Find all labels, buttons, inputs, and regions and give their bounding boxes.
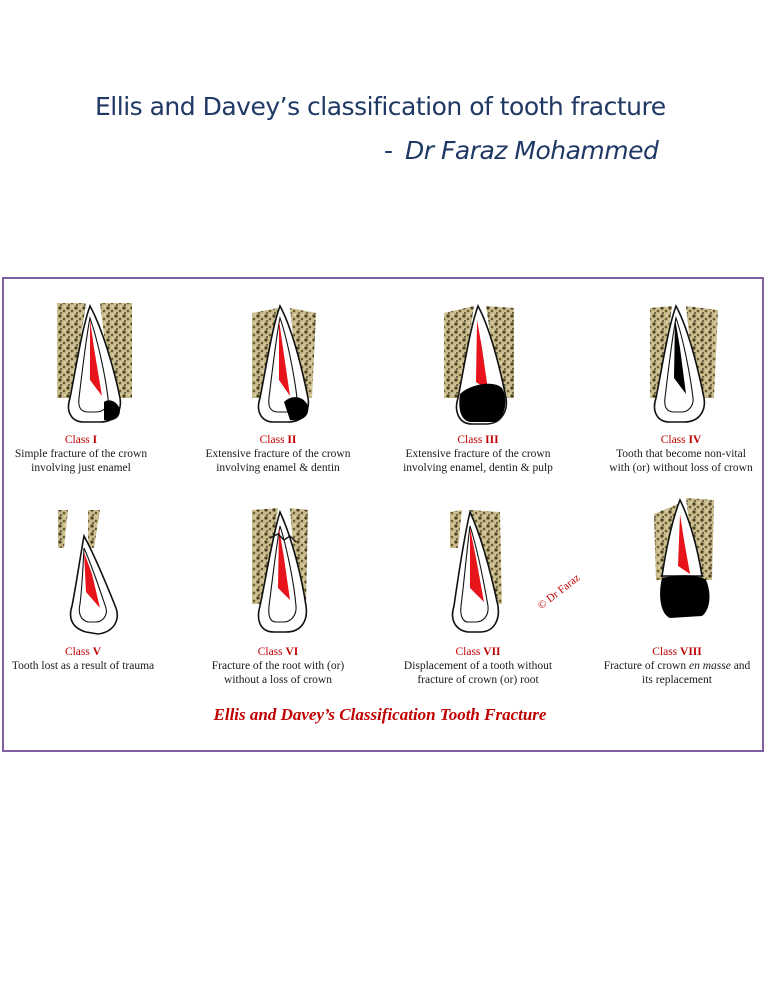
class-8-desc-prefix: Fracture of crown [603,660,687,672]
class-6-numeral: VI [285,646,299,658]
page-title: Ellis and Davey’s classification of tooth fracture [95,92,666,121]
class-5-desc-line-1: Tooth lost as a result of trauma [11,660,155,672]
class-7-desc-line-1: Displacement of a tooth without [403,660,553,672]
class-5-heading [0,645,178,659]
class-3-heading [383,433,573,447]
caption-class-4 [586,433,768,475]
class-2-numeral: II [287,434,297,446]
copyright-watermark: © Dr Faraz [535,571,583,612]
class-5-numeral: V [92,646,102,658]
tooth-class-3-diagram [430,298,530,428]
class-8-numeral: VIII [680,646,702,658]
class-3-numeral: III [485,434,499,446]
class-1-desc-line-1: Simple fracture of the crown [14,448,148,460]
class-7-desc-line-2: fracture of crown (or) root [417,674,539,686]
class-5-label: Class [64,646,90,658]
author-name: Dr Faraz Mohammed [405,136,659,165]
tooth-class-8-diagram [628,494,728,624]
tooth-class-2-diagram [232,298,332,428]
caption-class-5 [0,645,178,673]
author-dash: - [384,136,394,165]
class-4-label: Class [660,434,686,446]
class-7-heading [383,645,573,659]
tooth-class-1-diagram [42,298,142,428]
author-line [384,136,658,165]
class-2-desc-line-1: Extensive fracture of the crown [205,448,351,460]
class-6-desc-line-1: Fracture of the root with (or) [211,660,345,672]
class-4-numeral: IV [688,434,702,446]
class-1-heading [0,433,176,447]
class-8-desc-line-2: its replacement [642,674,712,686]
class-6-desc-line-2: without a loss of crown [224,674,332,686]
class-3-desc-line-1: Extensive fracture of the crown [405,448,551,460]
class-7-numeral: VII [483,646,501,658]
caption-class-8 [582,645,768,687]
class-1-numeral: I [92,434,98,446]
class-2-desc-line-2: involving enamel & dentin [216,462,340,474]
tooth-class-6-diagram [232,508,332,638]
class-6-heading [183,645,373,659]
class-8-desc-suffix: and [733,660,751,672]
class-8-heading [582,645,768,659]
caption-class-1 [0,433,176,475]
class-8-label: Class [652,646,678,658]
class-1-desc-line-2: involving just enamel [31,462,131,474]
class-2-heading [183,433,373,447]
caption-class-6 [183,645,373,687]
class-8-desc-emphasis: en masse [688,660,731,672]
caption-class-3 [383,433,573,475]
tooth-class-4-diagram [628,298,728,428]
class-4-desc-line-2: with (or) without loss of crown [609,462,753,474]
tooth-class-5-diagram [42,508,142,638]
class-4-desc-line-1: Tooth that become non-vital [616,448,746,460]
tooth-class-7-diagram [430,508,530,638]
caption-class-7 [383,645,573,687]
caption-class-2 [183,433,373,475]
class-2-label: Class [259,434,285,446]
class-3-label: Class [457,434,483,446]
class-6-label: Class [257,646,283,658]
class-1-label: Class [64,434,90,446]
class-3-desc-line-2: involving enamel, dentin & pulp [403,462,553,474]
class-8-desc-line-1 [582,659,768,673]
class-4-heading [586,433,768,447]
figure-title: Ellis and Davey’s Classification Tooth Fracture [213,705,547,724]
class-7-label: Class [455,646,481,658]
